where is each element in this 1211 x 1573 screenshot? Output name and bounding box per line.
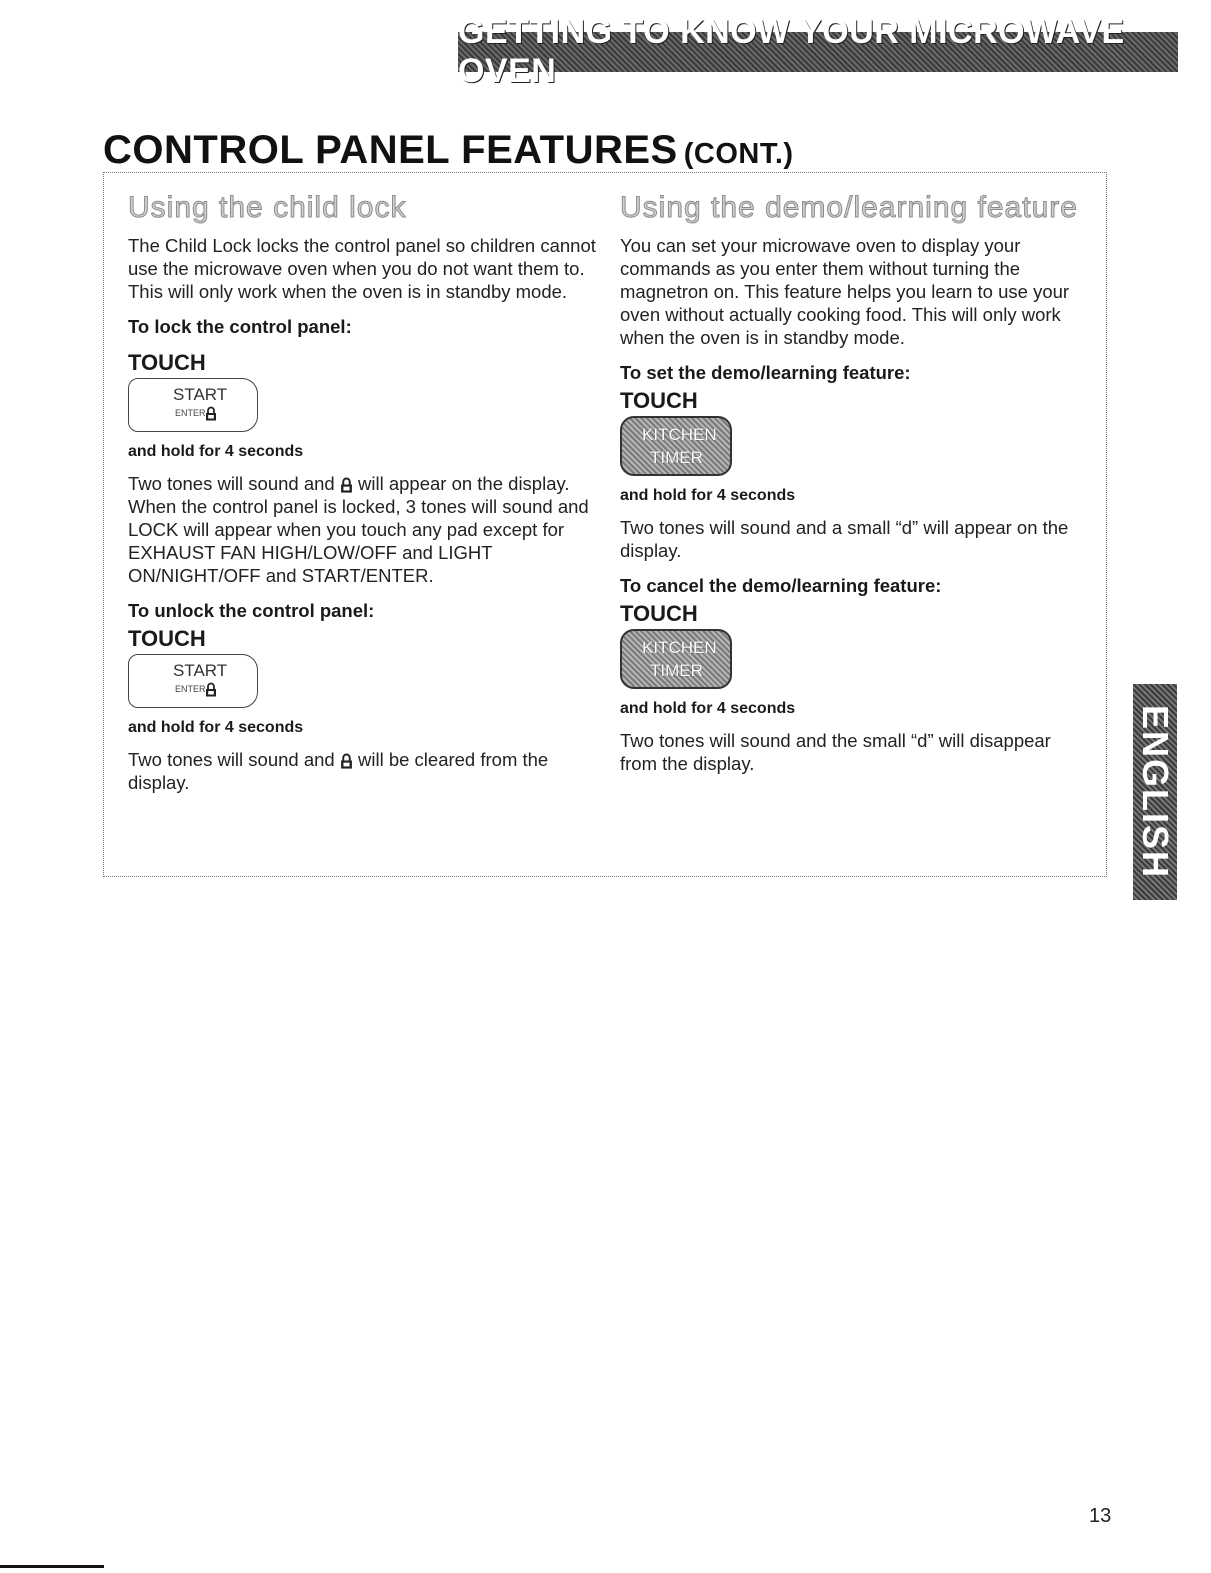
section-banner (458, 13, 1178, 90)
lock-result-before: Two tones will sound and (128, 473, 335, 494)
lock-result-after: will appear on the display. When the control panel is locked, 3 tones will sound and LOCK will appear when you touch any pad except for EXHAUST FAN HIGH/LOW/OFF and LIGHT ON/NIGHT/OFF and START/ENTER. (128, 473, 589, 586)
section-banner-text: GETTING TO KNOW YOUR MICROWAVE OVEN (458, 13, 1125, 90)
footer-rule (0, 1565, 104, 1568)
child-lock-heading: Using the child lock (128, 191, 407, 224)
demo-heading: Using the demo/learning feature (620, 191, 1078, 224)
start-key-label: START (173, 385, 228, 404)
lock-icon (205, 406, 217, 421)
language-tab (1133, 684, 1177, 900)
start-enter-key (128, 654, 258, 708)
unlock-result (128, 748, 598, 794)
kitchen-key-label: KITCHEN (642, 638, 717, 657)
demo-cancel-touch-label: TOUCH (620, 601, 698, 626)
page-title-main: CONTROL PANEL FEATURES (103, 128, 678, 172)
start-enter-key (128, 378, 258, 432)
enter-key-label: ENTER (175, 408, 206, 418)
timer-key-label: TIMER (650, 448, 703, 467)
child-lock-section (128, 190, 598, 806)
lock-hold-text: and hold for 4 seconds (128, 443, 304, 460)
lock-subhead: To lock the control panel: (128, 316, 352, 337)
demo-cancel-hold-text: and hold for 4 seconds (620, 700, 796, 717)
page-title (103, 128, 794, 173)
demo-set-hold-text: and hold for 4 seconds (620, 487, 796, 504)
demo-set-subhead: To set the demo/learning feature: (620, 362, 911, 383)
unlock-subhead: To unlock the control panel: (128, 600, 375, 621)
kitchen-timer-key (620, 416, 732, 476)
lock-result (128, 472, 598, 587)
lock-touch-label: TOUCH (128, 350, 206, 375)
child-lock-intro: The Child Lock locks the control panel so children cannot use the microwave oven when you do not want them to. This will only work when the oven is in standby mode. (128, 235, 596, 302)
lock-icon (205, 682, 217, 697)
start-key-label: START (173, 661, 228, 680)
demo-learning-section (620, 190, 1090, 787)
page-title-suffix: (CONT.) (683, 138, 794, 170)
demo-set-result: Two tones will sound and a small “d” will appear on the display. (620, 517, 1069, 561)
page-number: 13 (1089, 1505, 1112, 1527)
enter-key-label: ENTER (175, 684, 206, 694)
lock-icon (340, 476, 353, 494)
unlock-result-after: will be cleared from the display. (128, 749, 549, 793)
kitchen-key-label: KITCHEN (642, 425, 717, 444)
demo-cancel-subhead: To cancel the demo/learning feature: (620, 575, 942, 596)
unlock-hold-text: and hold for 4 seconds (128, 719, 304, 736)
timer-key-label: TIMER (650, 661, 703, 680)
unlock-touch-label: TOUCH (128, 626, 206, 651)
demo-intro: You can set your microwave oven to display your commands as you enter them without turning the magnetron on. This feature helps you learn to use your oven without actually cooking food. This will only work when the oven is in standby mode. (620, 235, 1070, 348)
kitchen-timer-key (620, 629, 732, 689)
lock-icon (340, 752, 353, 770)
unlock-result-before: Two tones will sound and (128, 749, 335, 770)
language-tab-text: ENGLISH (1135, 704, 1176, 879)
demo-cancel-result: Two tones will sound and the small “d” will disappear from the display. (620, 730, 1051, 774)
demo-set-touch-label: TOUCH (620, 388, 698, 413)
